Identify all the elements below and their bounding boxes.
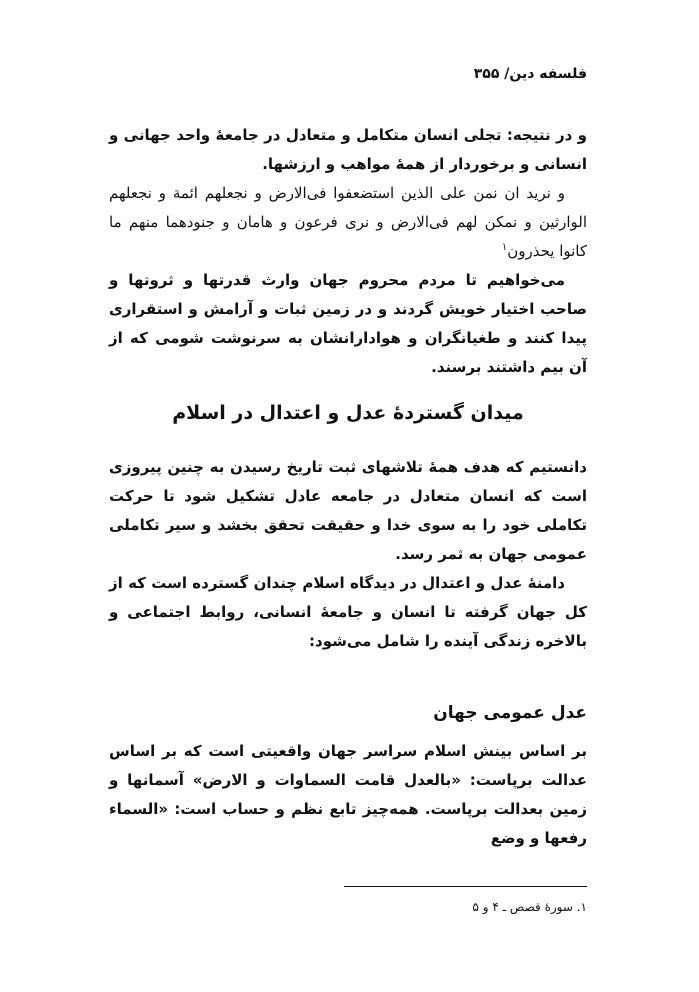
- text-block-section: [109, 453, 587, 656]
- subsection-heading: عدل عمومی جهان: [433, 703, 587, 723]
- footnote-divider: [344, 886, 587, 887]
- paragraph-verse-translation: می‌خواهیم تا مردم محروم جهان وارث قدرتها و ثروتها و صاحب اختیار خویش گردند و در زمین ثبات و آرامش و استقراری پیدا کنند و طغیانگران و هوادارانشان به سرنوشت شومی که از آن بیم داشتند برسند.: [109, 271, 587, 376]
- footnote-marker: ۱: [501, 242, 508, 253]
- text-block-conclusion: [109, 121, 587, 382]
- paragraph-goal: دانستیم که هدف همۀ تلاشهای ثبت تاریخ رسیدن به چنین پیروزی است که انسان متعادل در جامعه عادل تشکیل شود تا حرکت تکاملی خود را به سوی خدا و حقیقت تحقق بخشد و سیر تکاملی عمومی جهان به ثمر رسد.: [109, 458, 587, 563]
- paragraph-conclusion: و در نتیجه: تجلی انسان متکامل و متعادل در جامعۀ واحد جهانی و انسانی و برخوردار از همۀ مواهب و ارزشها.: [109, 126, 587, 173]
- running-header: فلسفه دین/ ۳۵۵: [473, 66, 587, 82]
- paragraph-scope: دامنۀ عدل و اعتدال در دیدگاه اسلام چندان گسترده است که از کل جهان گرفته تا انسان و جامعۀ انسانی، روابط اجتماعی و بالاخره زندگی آینده را شامل می‌شود:: [109, 574, 587, 650]
- footnote-text: ۱. سورۀ قصص ـ ۴ و ۵: [472, 900, 587, 914]
- quran-verse-text: و نرید ان نمن علی الذین استضعفوا فی‌الارض و نجعلهم ائمة و نجعلهم الوارثین و نمکن لهم فی‌الارض و نری فرعون و هامان و جنودهما منهم ما کانوا یحذرون: [109, 184, 587, 260]
- quran-verse-paragraph: [109, 179, 587, 266]
- paragraph-cosmic-justice: بر اساس بینش اسلام سراسر جهان واقعیتی است که بر اساس عدالت برپاست: «بالعدل قامت السماوات و الارض» آسمانها و زمین بعدالت برپاست. همه‌چیز تابع نظم و حساب است: «السماء رفعها و وضع: [109, 742, 587, 847]
- section-heading: میدان گستردۀ عدل و اعتدال در اسلام: [172, 402, 524, 424]
- text-block-subsection: [109, 737, 587, 853]
